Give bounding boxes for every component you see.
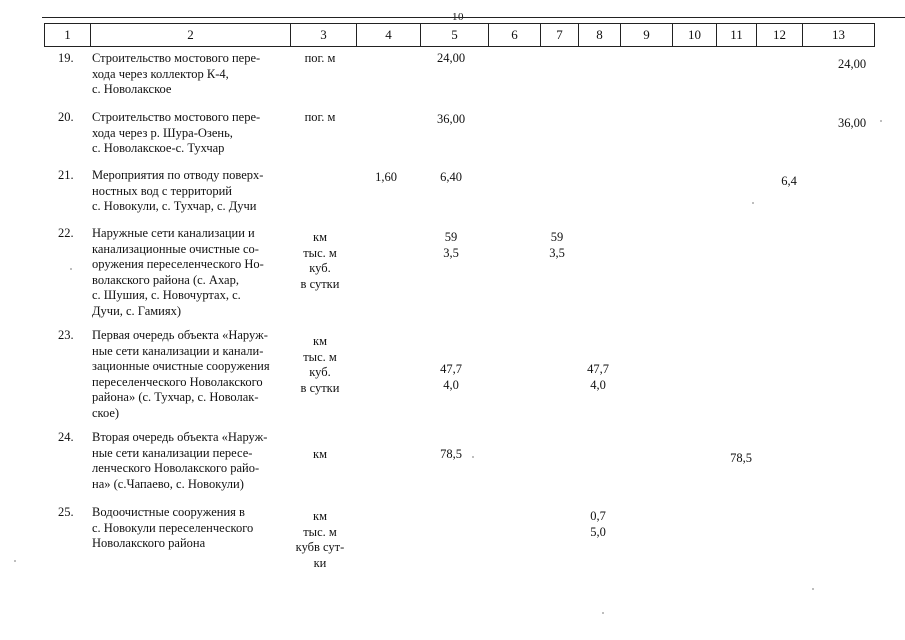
row-number: 19. [58, 51, 74, 65]
column-header: 13 [803, 24, 875, 47]
scan-speck [880, 120, 882, 122]
column-header: 3 [291, 24, 357, 47]
cell-col8: 0,7 5,0 [590, 509, 606, 539]
column-header: 4 [357, 24, 421, 47]
scan-speck [472, 456, 474, 458]
row-name: Наружные сети канализации и канализационные очистные со- оружения переселенческого Но- волакского района (с. Ахар, с. Шушия, с. Новочуртах, с. Дучи, с. Гамиях) [92, 226, 264, 318]
row-unit: км тыс. м кубв сут- ки [295, 509, 345, 570]
column-header: 11 [717, 24, 757, 47]
column-header: 5 [421, 24, 489, 47]
column-header: 2 [91, 24, 291, 47]
column-header: 1 [45, 24, 91, 47]
column-header-table [44, 23, 875, 47]
row-name: Водоочистные сооружения в с. Новокули переселенческого Новолакского района [92, 505, 254, 550]
row-number: 21. [58, 168, 74, 182]
row-number: 23. [58, 328, 74, 342]
cell-col5: 24,00 [436, 51, 466, 65]
column-header: 12 [757, 24, 803, 47]
scan-speck [602, 612, 604, 614]
row-unit: пог. м [304, 51, 336, 65]
cell-col5: 47,7 4,0 [440, 362, 462, 392]
row-number: 24. [58, 430, 74, 444]
cell-col13: 24,00 [837, 57, 867, 71]
cell-col5: 59 3,5 [443, 230, 459, 260]
row-number: 22. [58, 226, 74, 240]
row-name: Строительство мостового пере- хода через р. Шура-Озень, с. Новолакское-с. Тухчар [92, 110, 261, 155]
cell-col5: 78,5 [440, 447, 462, 461]
page-number: 10 [452, 11, 464, 23]
cell-col11: 78,5 [730, 451, 752, 465]
scan-speck [812, 588, 814, 590]
row-name: Первая очередь объекта «Наруж- ные сети канализации и канали- зационные очистные сооружения переселенческого Новолакского района» (с. Тухчар, с. Новолак- ское) [92, 328, 270, 420]
cell-col8: 47,7 4,0 [587, 362, 609, 392]
column-header: 8 [579, 24, 621, 47]
cell-col5: 6,40 [440, 170, 462, 184]
top-rule [42, 17, 905, 18]
row-name: Мероприятия по отводу поверх- ностных вод с территорий с. Новокули, с. Тухчар, с. Дучи [92, 168, 264, 213]
column-header: 6 [489, 24, 541, 47]
scan-speck [70, 268, 72, 270]
column-header: 7 [541, 24, 579, 47]
row-number: 20. [58, 110, 74, 124]
cell-col4: 1,60 [375, 170, 397, 184]
row-unit: пог. м [304, 110, 336, 124]
scan-speck [14, 560, 16, 562]
row-unit: км тыс. м куб. в сутки [300, 334, 340, 395]
cell-col13: 36,00 [837, 116, 867, 130]
cell-col12: 6,4 [781, 174, 797, 188]
row-unit: км [313, 447, 327, 461]
row-unit: км тыс. м куб. в сутки [300, 230, 340, 291]
column-header: 9 [621, 24, 673, 47]
row-name: Строительство мостового пере- хода через коллектор К-4, с. Новолакское [92, 51, 261, 96]
cell-col7: 59 3,5 [549, 230, 565, 260]
row-name: Вторая очередь объекта «Наруж- ные сети канализации пересе- ленческого Новолакского райо- на» (с.Чапаево, с. Новокули) [92, 430, 268, 491]
row-number: 25. [58, 505, 74, 519]
cell-col5: 36,00 [436, 112, 466, 126]
column-header: 10 [673, 24, 717, 47]
scan-speck [752, 202, 754, 204]
